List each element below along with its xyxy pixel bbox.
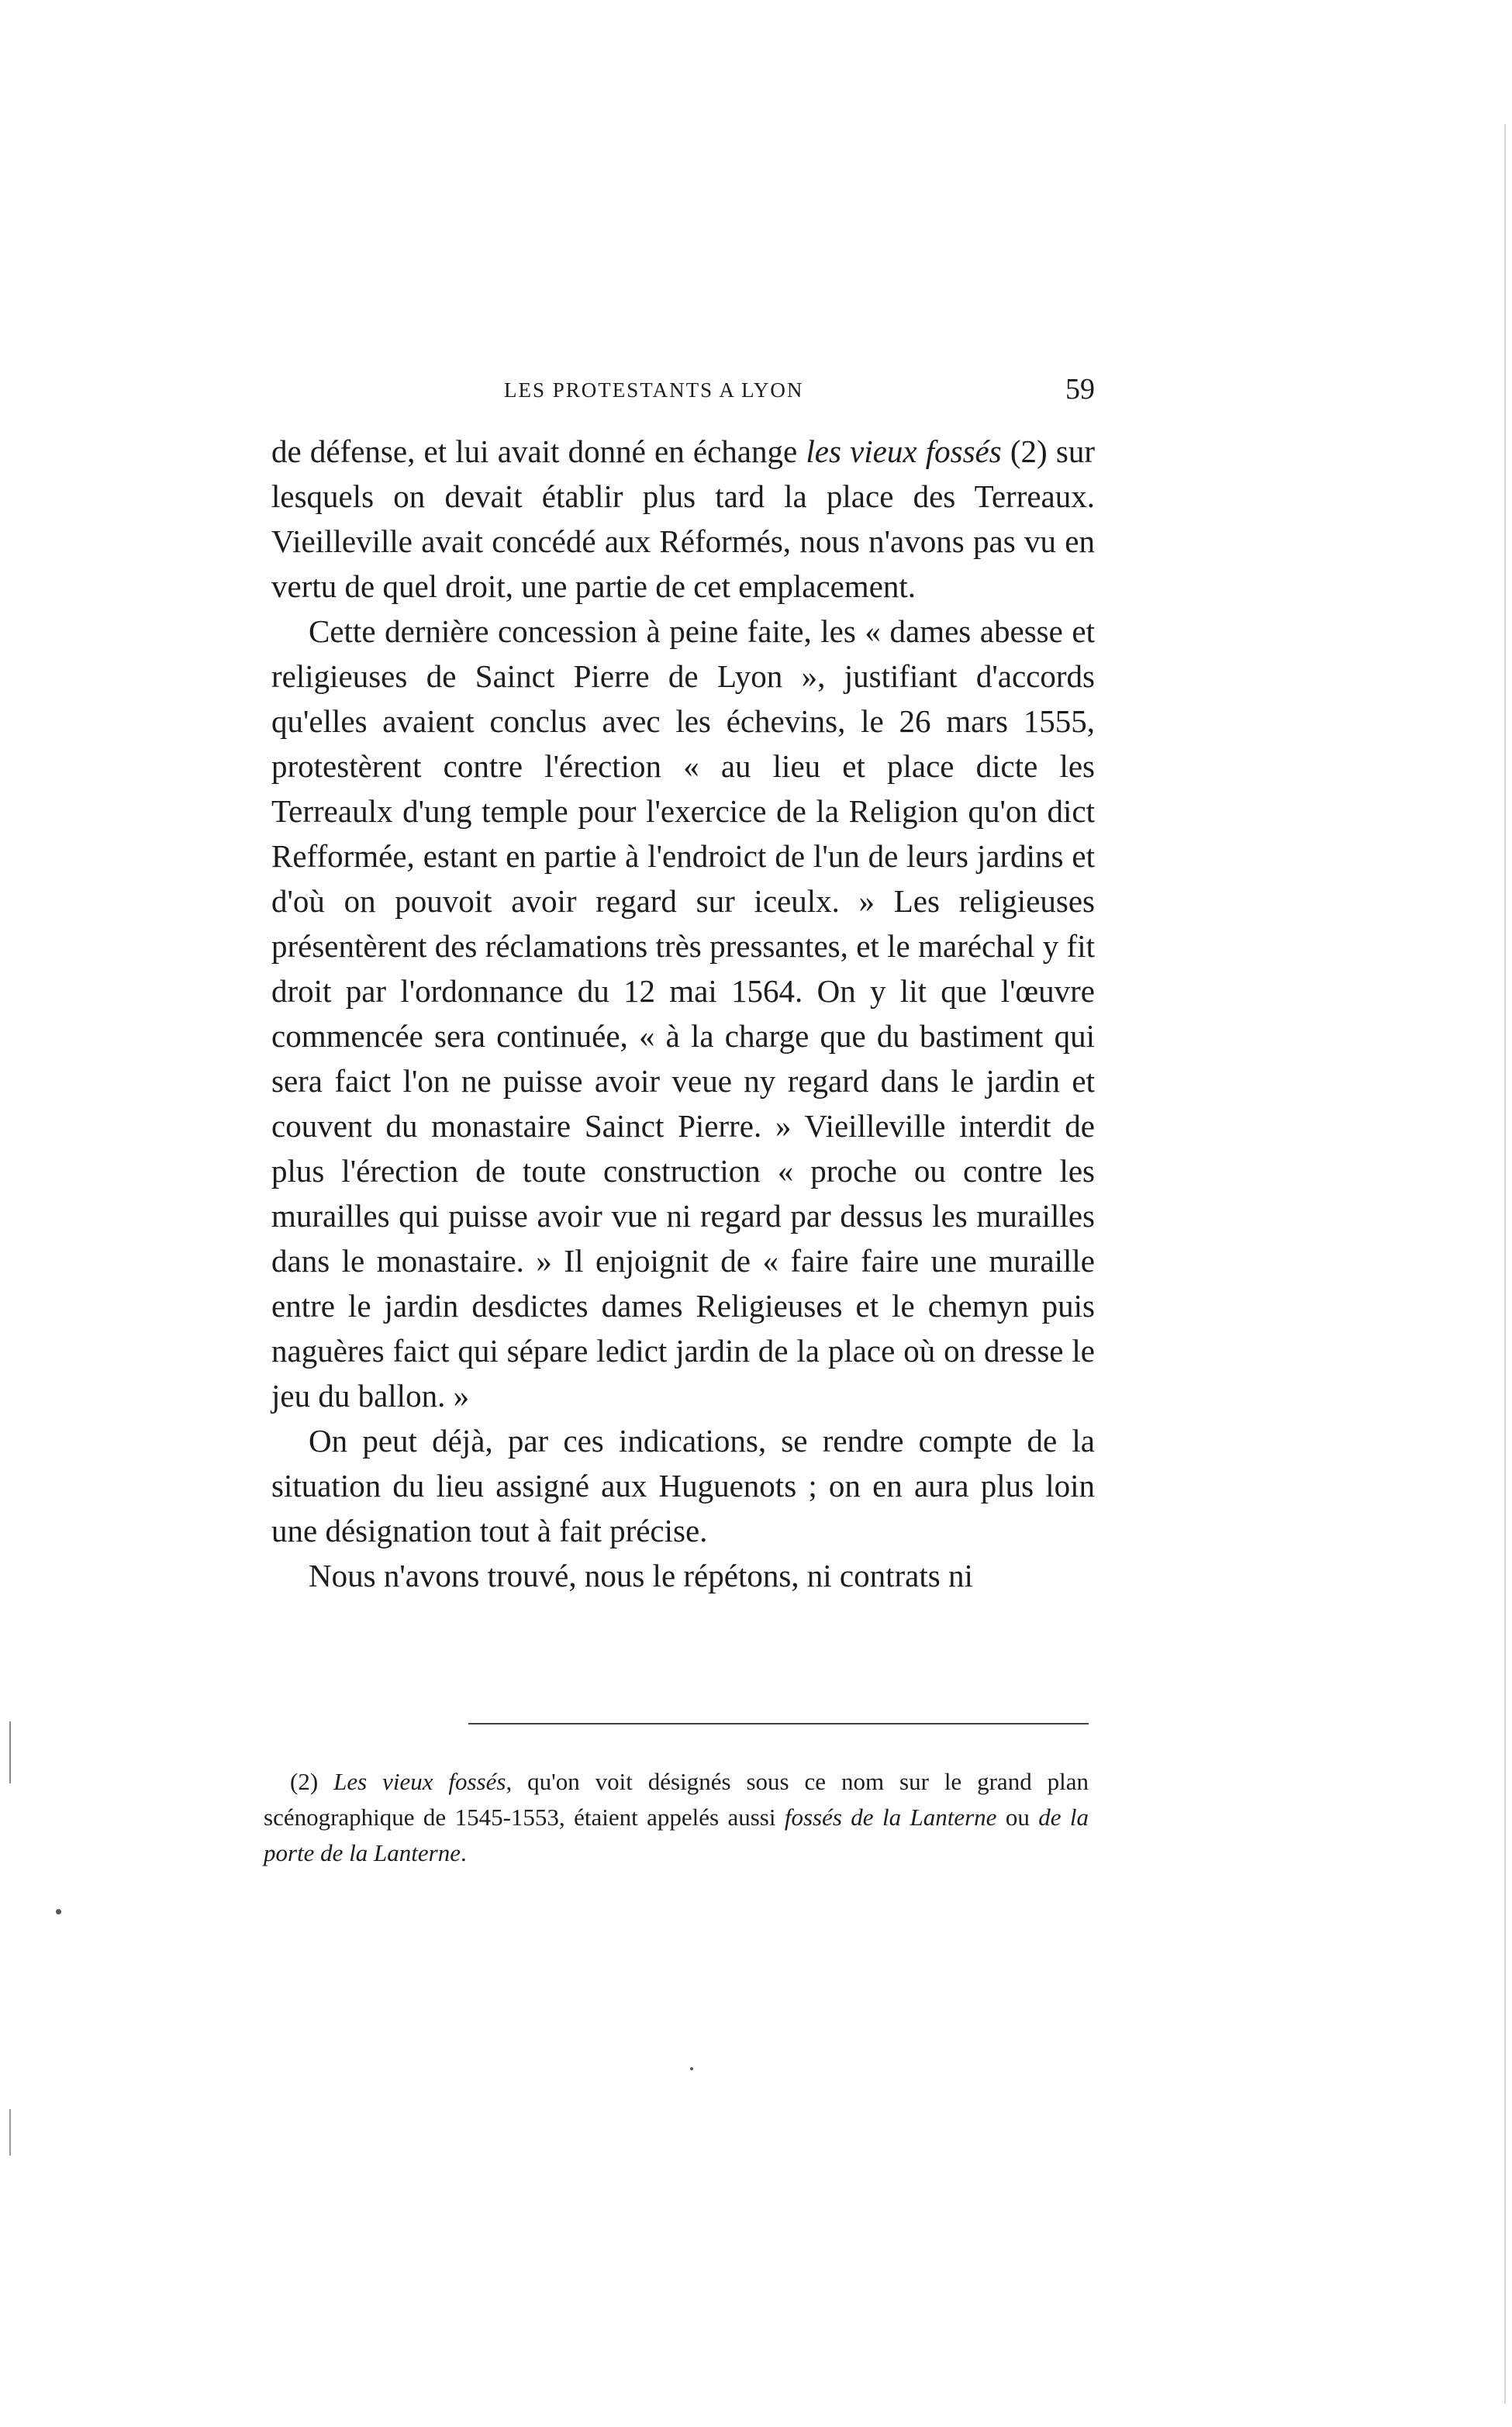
footnote-marker: (2): [290, 1768, 334, 1795]
paragraph-2: Cette dernière concession à peine faite, les « dames abesse et religieuses de Sainct Pierre de Lyon », justifiant d'accords qu'elles avaient conclus avec les échevins, le 26 mars 1555, protestèrent contre l'érection « au lieu et place dicte les Terreaulx d'ung temple pour l'exercice de la Religion qu'on dict Refformée, estant en partie à l'endroict de l'un de leurs jardins et d'où on pouvoit avoir regard sur iceulx. » Les religieuses présentèrent des réclamations très pressantes, et le maréchal y fit droit par l'ordonnance du 12 mai 1564. On y lit que l'œuvre commencée sera continuée, « à la charge que du bastiment qui sera faict l'on ne puisse avoir veue ny regard dans le jardin et couvent du monastaire Sainct Pierre. » Vieilleville interdit de plus l'érection de toute construction « proche ou contre les murailles qui puisse avoir vue ni regard par dessus les murailles dans le monastaire. » Il enjoignit de « faire faire une muraille entre le jardin desdictes dames Religieuses et le chemyn puis naguères faict qui sépare ledict jardin de la place où on dresse le jeu du ballon. »: [271, 613, 1095, 1414]
scan-mark-left: [9, 1721, 11, 1783]
footnote-text-1: , qu'on voit désignés sous ce nom sur le grand plan scénographique de 1545-1553, étaient appelés aussi: [264, 1768, 1089, 1831]
footnote-text-2: ou: [996, 1804, 1039, 1831]
paragraph-1-start: de défense, et lui avait donné en échange: [271, 433, 806, 469]
paragraph-1-rest: (2) sur lesquels on devait établir plus tard la place des Terreaux. Vieilleville avait concédé aux Réformés, nous n'avons pas vu en vertu de quel droit, une partie de cet emplacement.: [271, 433, 1096, 604]
italic-vieux-fosses: les vieux fossés: [806, 433, 1002, 469]
paragraph-1: [271, 429, 1095, 609]
footnote-italic-1: Les vieux fossés: [333, 1768, 506, 1795]
paragraph-3: On peut déjà, par ces indications, se rendre compte de la situation du lieu assigné aux Huguenots ; on en aura plus loin une désignation tout à fait précise.: [271, 1423, 1095, 1548]
footnote-2: [264, 1764, 1089, 1871]
footnote-italic-2: fossés de la Lanterne: [784, 1804, 997, 1831]
page-number: 59: [1065, 373, 1095, 406]
running-head: [271, 372, 1095, 419]
scan-edge-right: [1504, 124, 1506, 2404]
scan-mark-left-lower: [9, 2109, 11, 2156]
scan-speck: [56, 1909, 61, 1914]
footnotes: [264, 1764, 1089, 1871]
footnote-rule: [468, 1723, 1089, 1724]
scan-speck-small: [690, 2067, 693, 2070]
footnote-text-3: .: [461, 1839, 467, 1866]
running-title: LES PROTESTANTS A LYON: [504, 378, 804, 402]
footnote-italic-3: de la porte de la Lanterne: [264, 1804, 1089, 1866]
paragraph-4: Nous n'avons trouvé, nous le répétons, ni contrats ni: [309, 1558, 973, 1593]
body-text: [271, 429, 1095, 1598]
